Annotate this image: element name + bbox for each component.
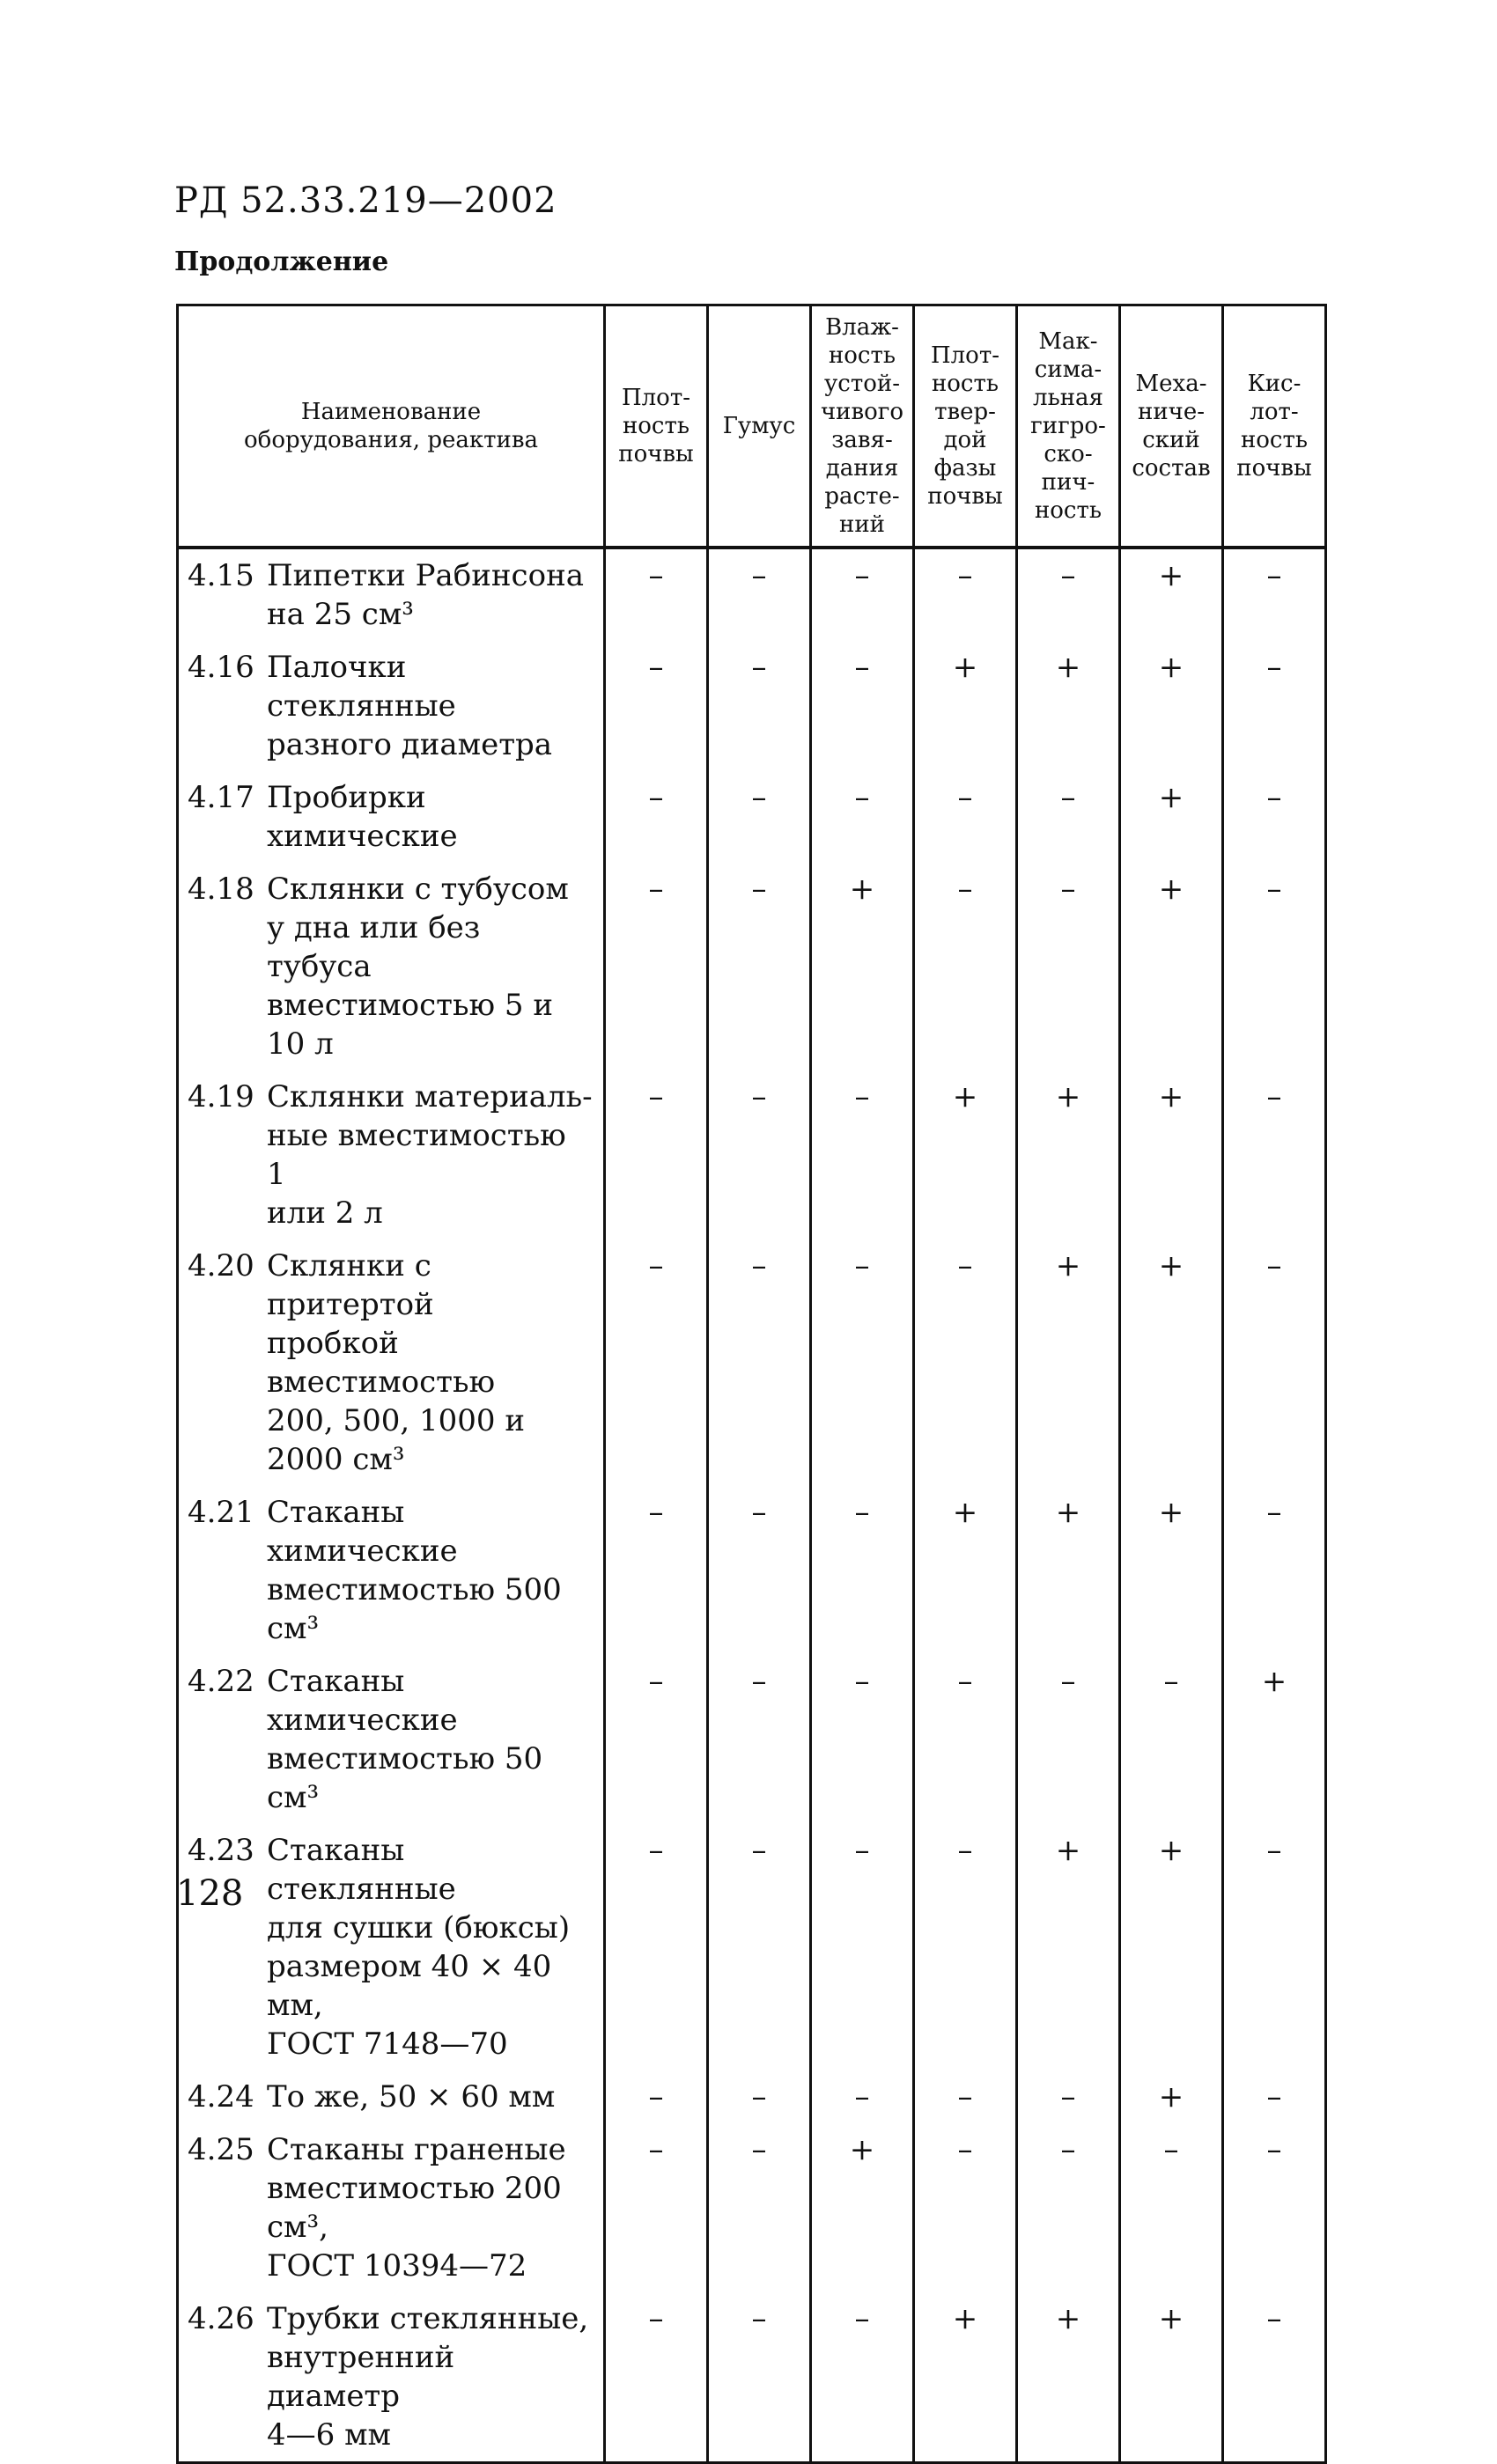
mark-cell: –	[811, 548, 914, 641]
mark-cell: –	[914, 863, 1017, 1070]
mark-cell: +	[811, 863, 914, 1070]
mark-cell: –	[605, 1070, 708, 1239]
mark-cell: –	[605, 2292, 708, 2463]
mark-cell: –	[914, 2070, 1017, 2123]
mark-cell: –	[708, 1655, 811, 1824]
mark-cell: –	[914, 2123, 1017, 2292]
mark-cell: –	[708, 1824, 811, 2070]
mark-cell: –	[811, 771, 914, 863]
table-body	[178, 548, 1326, 2463]
column-header: Гумус	[708, 305, 811, 548]
table-row	[178, 1486, 1326, 1655]
mark-cell: –	[1223, 2292, 1326, 2463]
mark-cell: +	[1017, 2292, 1120, 2463]
mark-cell: +	[1120, 863, 1223, 1070]
mark-cell: –	[1120, 1655, 1223, 1824]
equipment-name-cell	[178, 771, 605, 863]
mark-cell: –	[914, 1824, 1017, 2070]
mark-cell: –	[1017, 548, 1120, 641]
mark-cell: –	[1223, 863, 1326, 1070]
mark-cell: –	[708, 548, 811, 641]
continuation-label: Продолжение	[174, 246, 389, 277]
mark-cell: –	[1223, 1070, 1326, 1239]
equipment-name: Склянки материаль- ные вместимостью 1 или 2 л	[267, 1079, 593, 1231]
mark-cell: –	[914, 771, 1017, 863]
mark-cell: –	[914, 1655, 1017, 1824]
mark-cell: –	[1017, 863, 1120, 1070]
row-number: 4.26	[188, 2301, 254, 2336]
mark-cell: –	[605, 863, 708, 1070]
mark-cell: –	[605, 1239, 708, 1486]
mark-cell: –	[1017, 771, 1120, 863]
row-number: 4.20	[188, 1248, 254, 1283]
mark-cell: +	[1017, 641, 1120, 771]
mark-cell: +	[1120, 2292, 1223, 2463]
mark-cell: –	[811, 2292, 914, 2463]
row-number: 4.24	[188, 2079, 254, 2115]
column-header: Плот- ность твер- дой фазы почвы	[914, 305, 1017, 548]
column-header: Кис- лот- ность почвы	[1223, 305, 1326, 548]
mark-cell: –	[914, 548, 1017, 641]
table-row	[178, 2123, 1326, 2292]
mark-cell: +	[1017, 1824, 1120, 2070]
mark-cell: +	[1120, 1070, 1223, 1239]
mark-cell: –	[1223, 548, 1326, 641]
row-number: 4.22	[188, 1664, 254, 1699]
mark-cell: +	[1120, 1824, 1223, 2070]
mark-cell: –	[1223, 1824, 1326, 2070]
mark-cell: –	[811, 1824, 914, 2070]
row-number: 4.23	[188, 1833, 254, 1868]
mark-cell: –	[605, 2070, 708, 2123]
mark-cell: –	[605, 771, 708, 863]
equipment-name: Трубки стеклянные, внутренний диаметр 4—6 мм	[267, 2301, 589, 2453]
mark-cell: –	[811, 1486, 914, 1655]
table-row	[178, 2070, 1326, 2123]
mark-cell: –	[1017, 2123, 1120, 2292]
mark-cell: +	[811, 2123, 914, 2292]
mark-cell: +	[914, 2292, 1017, 2463]
mark-cell: –	[914, 1239, 1017, 1486]
equipment-name-cell	[178, 641, 605, 771]
mark-cell: –	[1223, 641, 1326, 771]
mark-cell: –	[811, 1655, 914, 1824]
mark-cell: +	[1120, 771, 1223, 863]
mark-cell: –	[1223, 2070, 1326, 2123]
equipment-name-cell	[178, 863, 605, 1070]
mark-cell: +	[914, 641, 1017, 771]
mark-cell: –	[811, 1070, 914, 1239]
equipment-name-cell	[178, 548, 605, 641]
row-number: 4.16	[188, 650, 254, 685]
table-row	[178, 1239, 1326, 1486]
table-header-row	[178, 305, 1326, 548]
equipment-name-cell	[178, 1486, 605, 1655]
mark-cell: +	[1120, 1239, 1223, 1486]
row-number: 4.25	[188, 2132, 254, 2167]
equipment-name: Стаканы химические вместимостью 50 см³	[267, 1664, 543, 1815]
mark-cell: +	[1017, 1486, 1120, 1655]
mark-cell: –	[605, 2123, 708, 2292]
mark-cell: –	[708, 863, 811, 1070]
mark-cell: –	[811, 2070, 914, 2123]
equipment-name: Склянки с тубусом у дна или без тубуса вместимостью 5 и 10 л	[267, 872, 569, 1062]
table-row	[178, 2292, 1326, 2463]
row-number: 4.15	[188, 558, 254, 593]
mark-cell: –	[605, 1655, 708, 1824]
mark-cell: +	[1017, 1239, 1120, 1486]
mark-cell: –	[708, 2123, 811, 2292]
equipment-name: Пипетки Рабинсона на 25 см³	[267, 558, 585, 632]
mark-cell: –	[1120, 2123, 1223, 2292]
mark-cell: –	[1223, 1486, 1326, 1655]
column-header: Влаж- ность устой- чивого завя- дания расте- ний	[811, 305, 914, 548]
equipment-name: Палочки стеклянные разного диаметра	[267, 650, 553, 762]
column-header: Плот- ность почвы	[605, 305, 708, 548]
table-row	[178, 1070, 1326, 1239]
mark-cell: +	[914, 1070, 1017, 1239]
column-header: Наименование оборудования, реактива	[178, 305, 605, 548]
column-header: Меха- ниче- ский состав	[1120, 305, 1223, 548]
mark-cell: –	[1223, 1239, 1326, 1486]
equipment-name-cell	[178, 1655, 605, 1824]
equipment-name-cell	[178, 2123, 605, 2292]
mark-cell: –	[605, 548, 708, 641]
table-row	[178, 548, 1326, 641]
mark-cell: –	[1017, 1655, 1120, 1824]
equipment-name: То же, 50 × 60 мм	[267, 2079, 556, 2115]
mark-cell: –	[708, 2292, 811, 2463]
table-row	[178, 641, 1326, 771]
mark-cell: –	[708, 2070, 811, 2123]
mark-cell: +	[1223, 1655, 1326, 1824]
equipment-name: Пробирки химические	[267, 780, 458, 854]
equipment-name-cell	[178, 2292, 605, 2463]
mark-cell: –	[708, 1070, 811, 1239]
row-number: 4.21	[188, 1495, 254, 1530]
column-header: Мак- сима- льная гигро- ско- пич- ность	[1017, 305, 1120, 548]
mark-cell: +	[1120, 548, 1223, 641]
equipment-name-cell	[178, 1239, 605, 1486]
document-code: РД 52.33.219—2002	[174, 180, 557, 221]
mark-cell: –	[1223, 771, 1326, 863]
mark-cell: –	[708, 1239, 811, 1486]
mark-cell: +	[1120, 1486, 1223, 1655]
table-row	[178, 863, 1326, 1070]
table-row	[178, 771, 1326, 863]
row-number: 4.18	[188, 872, 254, 907]
equipment-name-cell	[178, 1070, 605, 1239]
page-number: 128	[176, 1873, 244, 1914]
mark-cell: –	[605, 1824, 708, 2070]
mark-cell: +	[914, 1486, 1017, 1655]
equipment-name: Стаканы граненые вместимостью 200 см³, ГОСТ 10394—72	[267, 2132, 566, 2284]
mark-cell: –	[708, 771, 811, 863]
mark-cell: –	[811, 641, 914, 771]
row-number: 4.17	[188, 780, 254, 815]
mark-cell: –	[708, 641, 811, 771]
mark-cell: +	[1120, 641, 1223, 771]
mark-cell: +	[1017, 1070, 1120, 1239]
equipment-name-cell	[178, 2070, 605, 2123]
mark-cell: –	[1017, 2070, 1120, 2123]
mark-cell: –	[605, 1486, 708, 1655]
mark-cell: –	[605, 641, 708, 771]
mark-cell: –	[708, 1486, 811, 1655]
equipment-name: Склянки с притертой пробкой вместимостью 200, 500, 1000 и 2000 см³	[267, 1248, 526, 1477]
equipment-name: Стаканы химические вместимостью 500 см³	[267, 1495, 562, 1646]
mark-cell: –	[811, 1239, 914, 1486]
mark-cell: –	[1223, 2123, 1326, 2292]
equipment-name: Стаканы стеклянные для сушки (бюксы) размером 40 × 40 мм, ГОСТ 7148—70	[267, 1833, 571, 2062]
table-row	[178, 1655, 1326, 1824]
equipment-table	[176, 304, 1327, 2464]
mark-cell: +	[1120, 2070, 1223, 2123]
row-number: 4.19	[188, 1079, 254, 1114]
equipment-name-cell	[178, 1824, 605, 2070]
table-row	[178, 1824, 1326, 2070]
